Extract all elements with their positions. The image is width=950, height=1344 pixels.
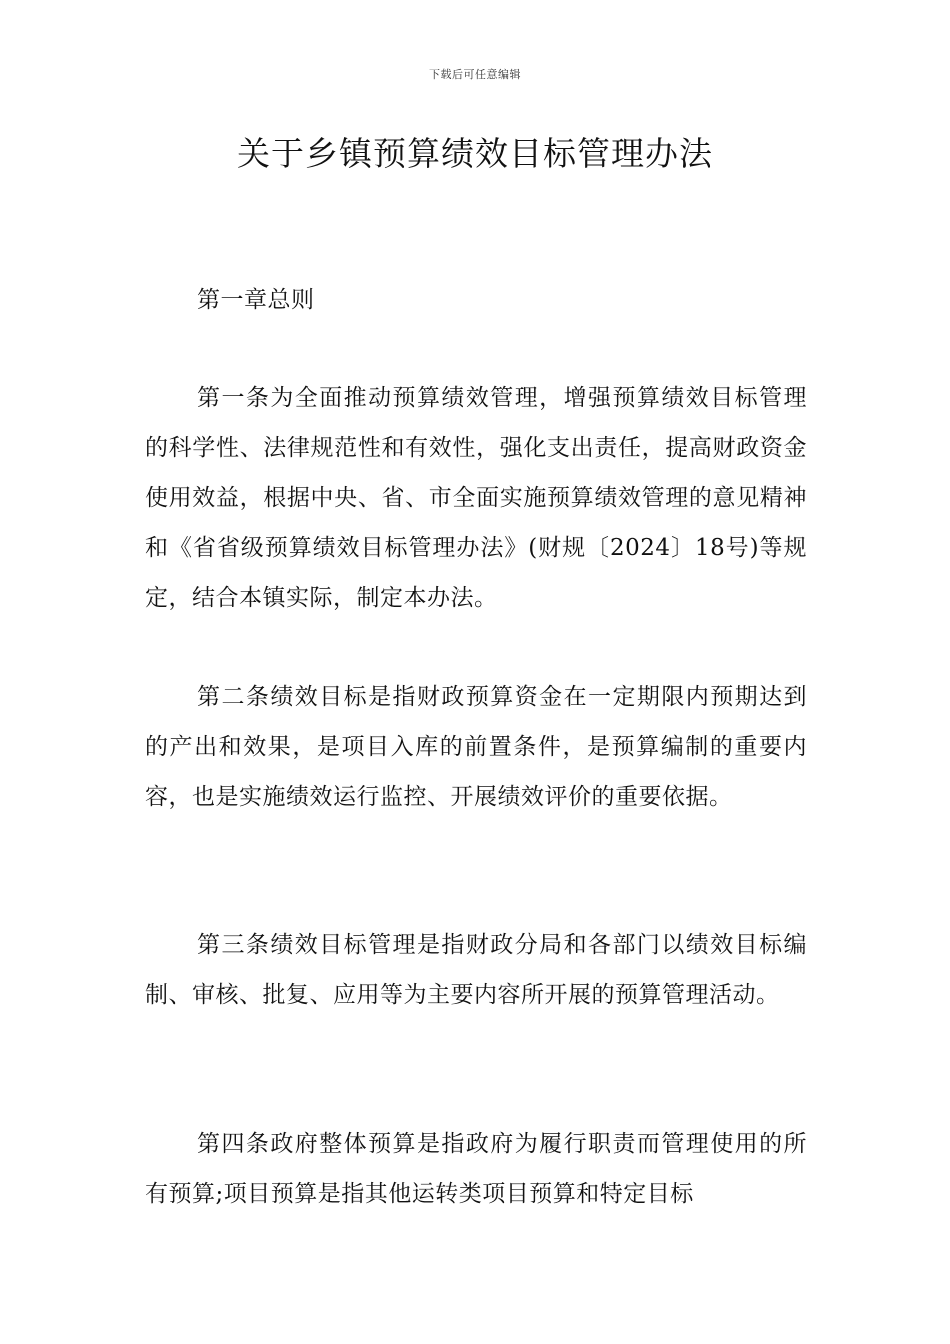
article-2-container	[145, 672, 807, 822]
article-4: 第四条政府整体预算是指政府为履行职责而管理使用的所有预算;项目预算是指其他运转类项目预算和特定目标	[145, 1131, 807, 1207]
chapter-heading: 第一章总则	[197, 287, 315, 313]
article-3: 第三条绩效目标管理是指财政分局和各部门以绩效目标编制、审核、批复、应用等为主要内容所开展的预算管理活动。	[145, 932, 807, 1008]
header-note: 下载后可任意编辑	[429, 68, 521, 81]
article-1: 第一条为全面推动预算绩效管理，增强预算绩效目标管理的科学性、法律规范性和有效性，强化支出责任，提高财政资金使用效益，根据中央、省、市全面实施预算绩效管理的意见精神和《省省级预算绩效目标管理办法》(财规〔2024〕18号)等规定，结合本镇实际，制定本办法。	[145, 385, 807, 611]
article-1-container	[145, 373, 807, 623]
article-4-container	[145, 1119, 807, 1219]
article-3-container	[145, 920, 807, 1020]
article-2: 第二条绩效目标是指财政预算资金在一定期限内预期达到的产出和效果，是项目入库的前置条件，是预算编制的重要内容，也是实施绩效运行监控、开展绩效评价的重要依据。	[145, 684, 807, 810]
document-title: 关于乡镇预算绩效目标管理办法	[237, 134, 713, 173]
